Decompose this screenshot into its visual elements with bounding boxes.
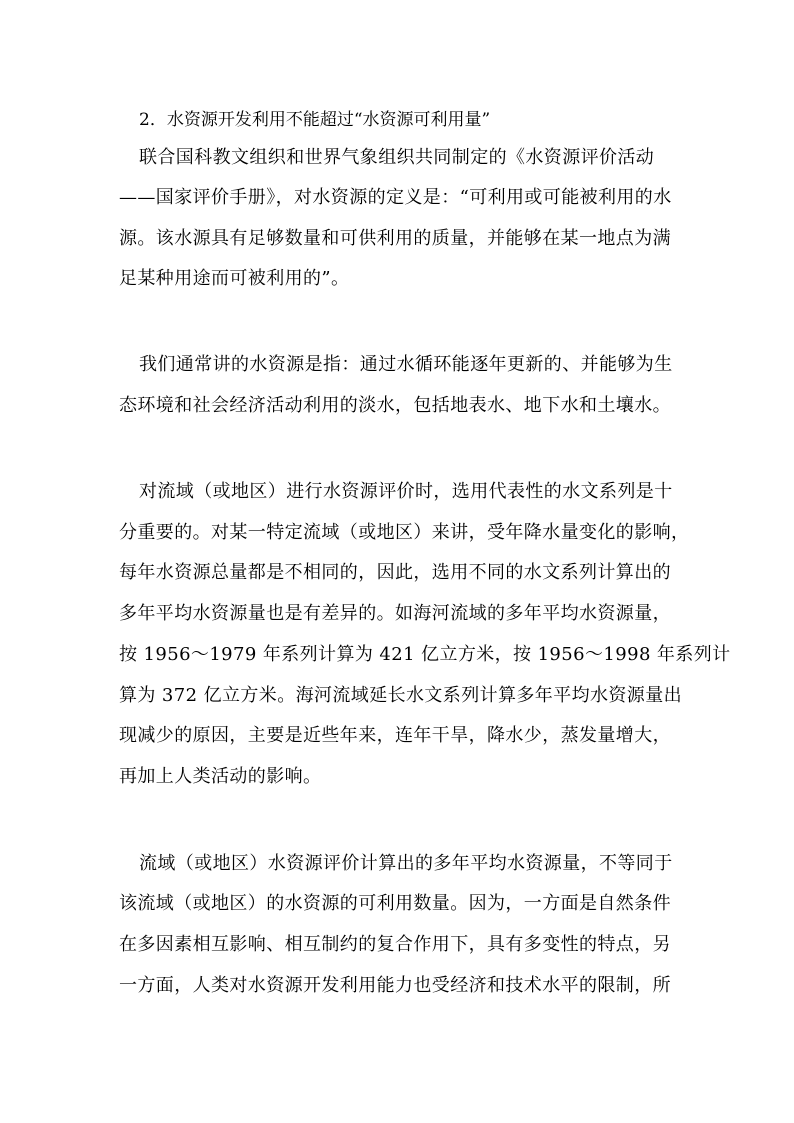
paragraph-3-line-6: 算为 372 亿立方米。海河流域延长水文系列计算多年平均水资源量出 (119, 685, 682, 706)
paragraph-3-line-7: 现减少的原因，主要是近些年来，连年干旱，降水少，蒸发量增大， (119, 725, 671, 746)
paragraph-4-line-1: 流域（或地区）水资源评价计算出的多年平均水资源量，不等同于 (139, 853, 673, 874)
paragraph-1-line-4: 足某种用途而可被利用的”。 (119, 268, 350, 289)
paragraph-1-line-2: ——国家评价手册》，对水资源的定义是：“可利用或可能被利用的水 (119, 187, 672, 208)
paragraph-3-line-4: 多年平均水资源量也是有差异的。如海河流域的多年平均水资源量， (119, 603, 671, 624)
paragraph-2-line-1: 我们通常讲的水资源是指：通过水循环能逐年更新的、并能够为生 (139, 354, 673, 375)
paragraph-3-line-5: 按 1956～1979 年系列计算为 421 亿立方米，按 1956～1998 年系列计 (119, 644, 731, 665)
paragraph-3-line-3: 每年水资源总量都是不相同的，因此，选用不同的水文系列计算出的 (119, 562, 671, 583)
paragraph-1-line-1: 联合国科教文组织和世界气象组织共同制定的《水资源评价活动 (139, 147, 655, 168)
paragraph-4-line-2: 该流域（或地区）的水资源的可利用数量。因为，一方面是自然条件 (119, 893, 671, 914)
paragraph-1-line-3: 源。该水源具有足够数量和可供利用的质量，并能够在某一地点为满 (119, 228, 671, 249)
paragraph-4-line-4: 一方面，人类对水资源开发利用能力也受经济和技术水平的限制，所 (119, 975, 671, 996)
section-heading: 2．水资源开发利用不能超过“水资源可利用量” (139, 110, 491, 130)
paragraph-3-line-2: 分重要的。对某一特定流域（或地区）来讲，受年降水量变化的影响， (119, 522, 690, 543)
paragraph-3-line-1: 对流域（或地区）进行水资源评价时，选用代表性的水文系列是十 (139, 481, 673, 502)
paragraph-2-line-2: 态环境和社会经济活动利用的淡水，包括地表水、地下水和土壤水。 (119, 395, 671, 416)
paragraph-3-line-8: 再加上人类活动的影响。 (119, 766, 322, 787)
paragraph-4-line-3: 在多因素相互影响、相互制约的复合作用下，具有多变性的特点，另 (119, 934, 671, 955)
